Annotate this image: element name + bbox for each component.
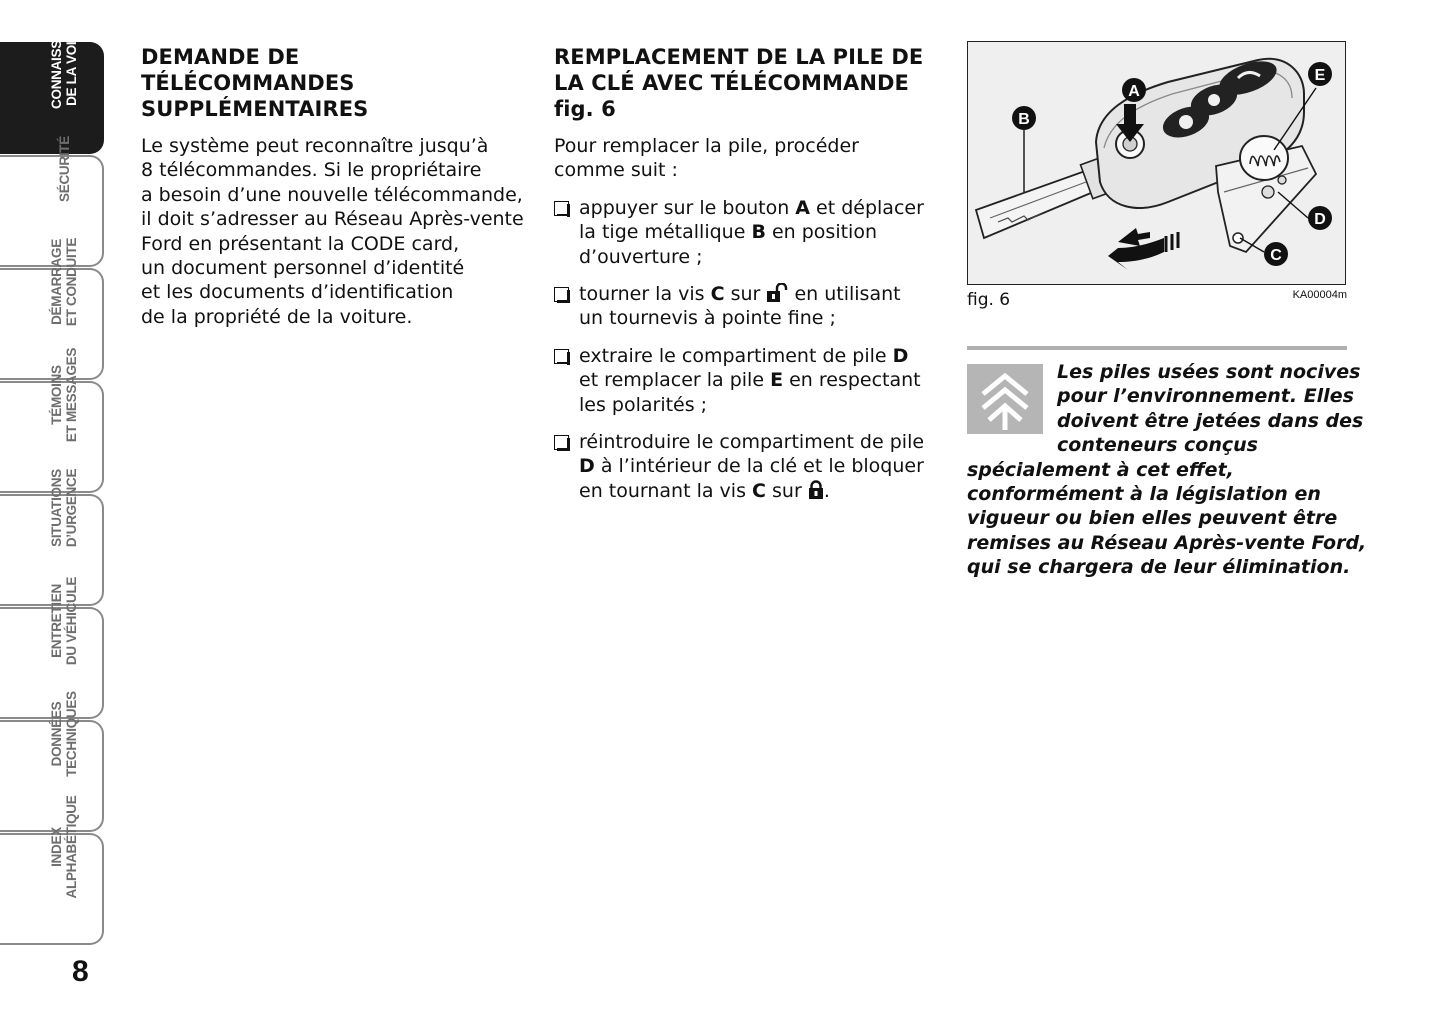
callout-d — [1308, 206, 1332, 230]
tab-index-alphabetique[interactable] — [0, 795, 104, 945]
step-2 — [554, 282, 934, 331]
figure-code: KA00004m — [1292, 289, 1347, 301]
tab-label — [44, 234, 84, 330]
step-text: en utilisant — [788, 283, 901, 306]
step-line — [579, 454, 934, 478]
tab-label-line2: DE LA VOITURE — [64, 6, 79, 106]
callout-ref-e: E — [770, 369, 784, 392]
checkbox-bullet-icon — [554, 287, 569, 302]
callout-a-label: A — [1128, 83, 1140, 100]
body-line: a besoin d’une nouvelle télécommande, — [141, 183, 523, 206]
tab-label-line2: ET CONDUITE — [64, 237, 79, 327]
tab-label-line1: SÉCURITÉ — [56, 136, 72, 202]
section-additional-remotes — [141, 44, 531, 329]
callout-c — [1264, 242, 1288, 266]
step-text: et déplacer — [810, 196, 924, 219]
body-line: Pour remplacer la pile, procéder — [554, 135, 859, 157]
tab-label — [44, 795, 84, 899]
note-line: conformément à la législation en — [967, 483, 1321, 506]
tab-label-line2: D’URGENCE — [64, 468, 79, 548]
callout-b — [1012, 106, 1036, 130]
checkbox-bullet-icon — [554, 349, 569, 364]
body-line: Ford en présentant la CODE card, — [141, 232, 460, 255]
body-line: et les documents d’identification — [141, 281, 454, 304]
figure-caption — [967, 288, 1347, 318]
section-body — [141, 134, 531, 329]
callout-d-label: D — [1314, 211, 1326, 228]
section-battery-replacement — [554, 44, 934, 516]
title-line: LA CLÉ AVEC TÉLÉCOMMANDE — [554, 71, 910, 95]
step-text: appuyer sur le bouton — [579, 196, 796, 219]
key-battery-figure — [967, 41, 1346, 285]
tab-label — [44, 347, 84, 443]
tab-label-line2: ALPHABÉTIQUE — [64, 795, 79, 899]
step-text: et remplacer la pile — [579, 369, 771, 392]
tab-label-line2: TECHNIQUES — [64, 691, 79, 777]
callout-b-label: B — [1018, 111, 1030, 128]
battery-cell — [1240, 136, 1288, 180]
step-text: sur — [765, 479, 808, 502]
step-1 — [554, 196, 934, 269]
step-text: extraire le compartiment de pile — [579, 344, 893, 367]
title-line: SUPPLÉMENTAIRES — [141, 97, 369, 121]
callout-ref-c: C — [752, 479, 766, 502]
tab-label-line1: ENTRETIEN — [49, 584, 64, 658]
step-line — [579, 368, 934, 392]
callout-e — [1308, 62, 1332, 86]
step-line — [579, 196, 934, 220]
callout-ref-c: C — [710, 283, 725, 306]
step-line: d’ouverture ; — [579, 245, 703, 268]
tab-label-line1: INDEX — [49, 827, 64, 867]
note-line: spécialement à cet effet, — [967, 458, 1234, 481]
step-text: la tige métallique — [579, 221, 752, 244]
callout-a — [1122, 78, 1146, 102]
tab-label-line2: ET MESSAGES — [64, 347, 79, 443]
callout-ref-a: A — [795, 196, 810, 219]
step-text: en tournant la vis — [579, 479, 753, 502]
callout-ref-d: D — [579, 455, 595, 478]
closed-lock-icon — [808, 480, 824, 500]
step-text: tourner la vis — [579, 283, 711, 306]
step-text: . — [823, 479, 830, 502]
tab-label-line1: DÉMARRAGE — [49, 239, 64, 325]
note-line: Les piles usées sont nocives — [1057, 361, 1361, 383]
tab-label — [44, 573, 84, 669]
section-title — [141, 44, 531, 122]
note-line: pour l’environnement. Elles — [1057, 385, 1354, 408]
tab-label-line1: DONNÉES — [49, 701, 64, 767]
environment-note — [967, 346, 1367, 580]
title-line: DEMANDE DE — [141, 45, 300, 69]
tab-label-line1: SITUATIONS — [49, 469, 64, 547]
callout-ref-d: D — [892, 344, 909, 367]
step-line — [579, 344, 934, 368]
callout-ref-b: B — [751, 221, 766, 244]
body-line: il doit s’adresser au Réseau Après-vente — [141, 208, 524, 231]
step-4 — [554, 430, 934, 503]
note-line: doivent être jetées dans des — [1057, 409, 1364, 432]
key-blade — [976, 157, 1113, 238]
body-line: comme suit : — [554, 159, 678, 182]
callout-e-label: E — [1314, 67, 1326, 84]
step-line: un tournevis à pointe fine ; — [579, 307, 836, 330]
open-lock-icon — [766, 283, 788, 303]
figure-column — [967, 41, 1367, 580]
step-text: en respectant — [783, 369, 921, 392]
step-text: en position — [765, 221, 878, 244]
body-line: 8 télécommandes. Si le propriétaire — [141, 159, 482, 182]
step-line: réintroduire le compartiment de pile — [579, 431, 925, 454]
tab-label — [44, 460, 84, 556]
step-line — [579, 479, 934, 503]
body-line: Le système peut reconnaître jusqu’à — [141, 135, 489, 157]
figure-reference: fig. 6 — [554, 97, 616, 121]
step-text: à l’intérieur de la clé et le bloquer — [594, 455, 924, 478]
step-line — [579, 220, 934, 244]
tab-label-line1: CONNAISSANCE — [49, 3, 64, 109]
checkbox-bullet-icon — [554, 435, 569, 450]
note-line: vigueur ou bien elles peuvent être — [967, 507, 1338, 530]
step-line — [579, 282, 934, 306]
step-text: sur — [724, 283, 767, 306]
note-line: qui se chargera de leur élimination. — [967, 556, 1351, 579]
figure-label: fig. 6 — [967, 290, 1011, 310]
tab-label — [44, 3, 84, 109]
tab-label — [44, 121, 84, 217]
step-3 — [554, 344, 934, 417]
callout-c-label: C — [1270, 247, 1282, 264]
title-line: TÉLÉCOMMANDES — [141, 71, 355, 95]
body-line: un document personnel d’identité — [141, 257, 465, 280]
section-title — [554, 44, 934, 122]
tab-label-line2: DU VÉHICULE — [64, 576, 79, 666]
note-line: remises au Réseau Après-vente Ford, — [967, 531, 1367, 554]
page-number: 8 — [72, 955, 89, 988]
tab-label-line1: TÉMOINS — [49, 365, 64, 425]
body-line: de la propriété de la voiture. — [141, 305, 413, 328]
recycling-chevrons-icon — [967, 364, 1043, 434]
section-intro — [554, 134, 934, 183]
tab-label — [44, 686, 84, 782]
note-line: conteneurs conçus — [1057, 434, 1258, 457]
key-remote-illustration — [968, 42, 1344, 283]
checkbox-bullet-icon — [554, 201, 569, 216]
step-line: les polarités ; — [579, 393, 708, 416]
title-line: REMPLACEMENT DE LA PILE DE — [554, 45, 924, 69]
